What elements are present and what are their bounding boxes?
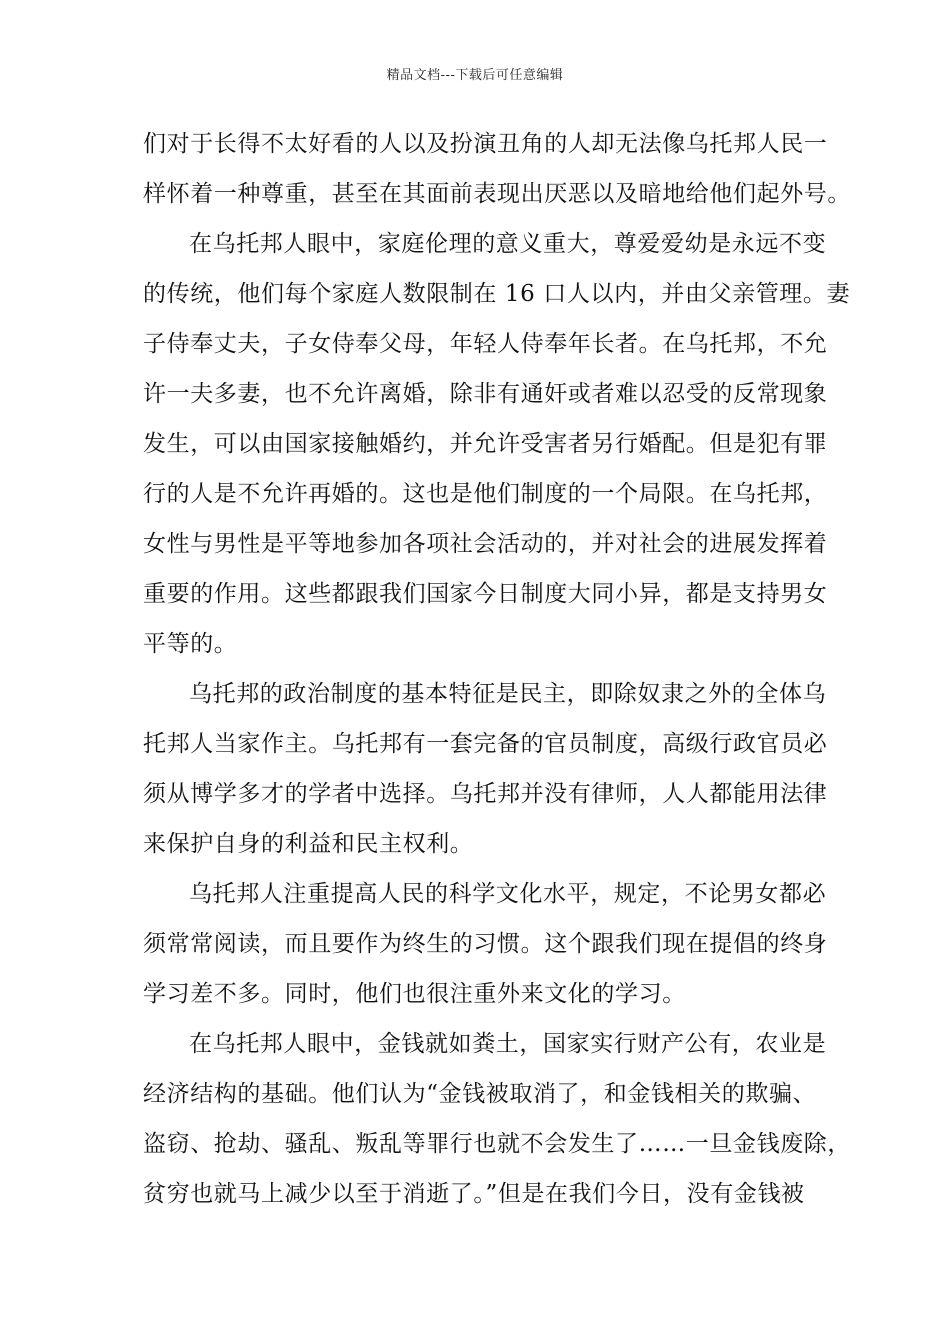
text-line: 许一夫多妻，也不允许离婚，除非有通奸或者难以忍受的反常现象 (143, 381, 828, 407)
text-line: 盗窃、抢劫、骚乱、叛乱等罪行也就不会发生了……一旦金钱废除， (143, 1131, 851, 1157)
text-line: 托邦人当家作主。乌托邦有一套完备的官员制度，高级行政官员必 (143, 731, 828, 757)
paragraph-start-line: 乌托邦人注重提高人民的科学文化水平，规定，不论男女都必 (189, 881, 827, 907)
text-line: 重要的作用。这些都跟我们国家今日制度大同小异，都是支持男女 (143, 581, 828, 607)
text-line: 经济结构的基础。他们认为“金钱被取消了，和金钱相关的欺骗、 (143, 1081, 817, 1107)
text-line: 学习差不多。同时，他们也很注重外来文化的学习。 (143, 981, 686, 1007)
text-line: 们对于长得不太好看的人以及扮演丑角的人却无法像乌托邦人民一 (143, 131, 828, 157)
paragraph-start-line: 在乌托邦人眼中，家庭伦理的意义重大，尊爱爱幼是永远不变 (189, 231, 827, 257)
text-line: 须从博学多才的学者中选择。乌托邦并没有律师，人人都能用法律 (143, 781, 828, 807)
text-line: 贫穷也就马上减少以至于消逝了。”但是在我们今日，没有金钱被 (143, 1181, 805, 1207)
text-line: 平等的。 (143, 631, 238, 657)
text-line: 女性与男性是平等地参加各项社会活动的，并对社会的进展发挥着 (143, 531, 828, 557)
paragraph-start-line: 乌托邦的政治制度的基本特征是民主，即除奴隶之外的全体乌 (189, 681, 827, 707)
text-line: 的传统，他们每个家庭人数限制在 16 口人以内，并由父亲管理。妻 (143, 281, 851, 307)
text-line: 来保护自身的利益和民主权利。 (143, 831, 474, 857)
text-line: 样怀着一种尊重，甚至在其面前表现出厌恶以及暗地给他们起外号。 (143, 181, 851, 207)
text-line: 须常常阅读，而且要作为终生的习惯。这个跟我们现在提倡的终身 (143, 931, 828, 957)
paragraph-start-line: 在乌托邦人眼中，金钱就如粪土，国家实行财产公有，农业是 (189, 1031, 827, 1057)
text-line: 子侍奉丈夫，子女侍奉父母，年轻人侍奉年长者。在乌托邦，不允 (143, 331, 828, 357)
text-line: 发生，可以由国家接触婚约，并允许受害者另行婚配。但是犯有罪 (143, 431, 828, 457)
page-header: 精品文档---下载后可任意编辑 (386, 68, 564, 83)
text-line: 行的人是不允许再婚的。这也是他们制度的一个局限。在乌托邦， (143, 481, 828, 507)
body-text (143, 128, 851, 1228)
